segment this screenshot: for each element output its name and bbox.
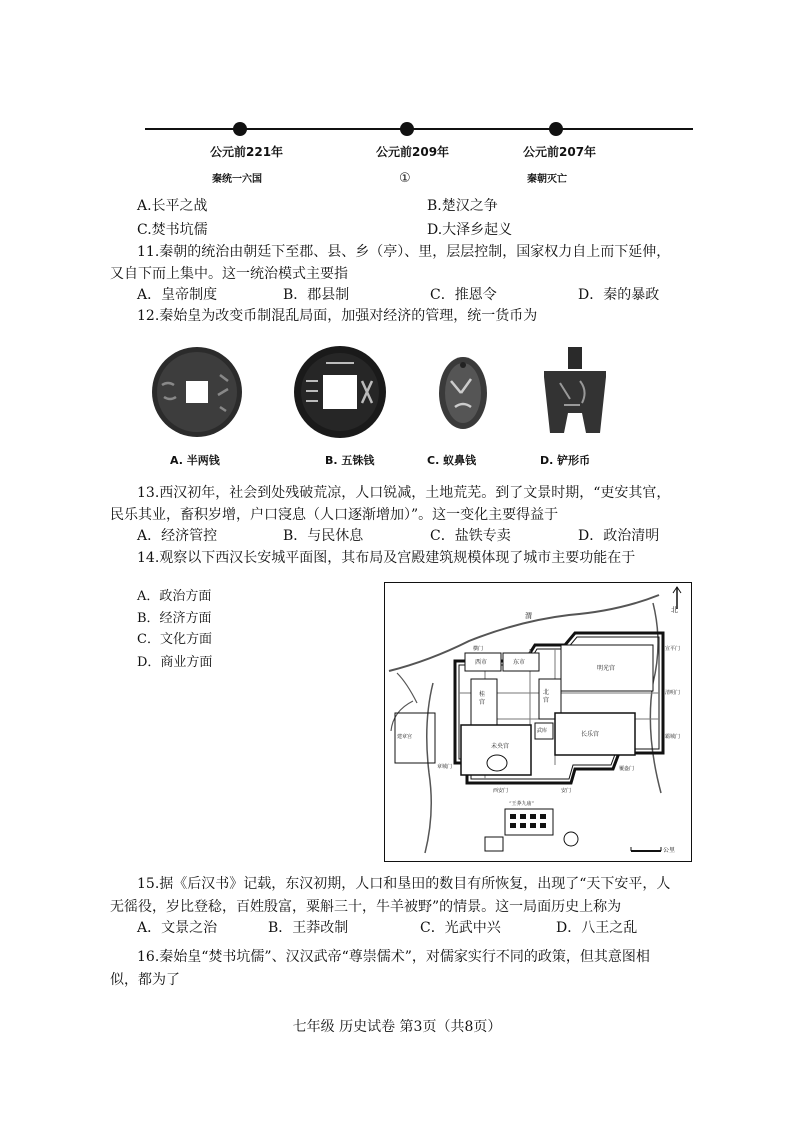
map-drawing xyxy=(385,583,691,861)
timeline-dot-1 xyxy=(233,122,247,136)
q15-stem-1: 15.据《后汉书》记载，东汉初期，人口和垦田的数目有所恢复，出现了“天下安平，人 xyxy=(137,876,671,892)
timeline-event-3: 秦朝灭亡 xyxy=(527,174,567,185)
q14-option-b: B．经济方面 xyxy=(137,611,212,626)
q14-stem: 14.观察以下西汉长安城平面图，其布局及宫殿建筑规模体现了城市主要功能在于 xyxy=(137,550,636,566)
map-jianzhang: 建章宫 xyxy=(397,734,413,740)
map-wangmang: “王莽九庙” xyxy=(509,801,535,807)
map-zhangcheng-gate: 章城门 xyxy=(437,764,453,770)
map-north-label: 北 xyxy=(671,606,678,614)
map-north-palace: 北宫 xyxy=(543,689,550,704)
map-bacheng-gate: 霸城门 xyxy=(665,734,681,740)
q10-option-b: B.楚汉之争 xyxy=(427,198,498,214)
spade-coin-image xyxy=(544,347,606,433)
coin-caption-c: C. 蚁鼻钱 xyxy=(427,454,477,467)
coin-caption-d: D. 铲形币 xyxy=(540,454,591,467)
q16-stem-2: 似，都为了 xyxy=(110,972,180,988)
map-qingming-gate: 清明门 xyxy=(665,690,681,696)
q11-stem-2: 又自下而上集中。这一统治模式主要指 xyxy=(110,266,348,282)
q13-option-b: B．与民休息 xyxy=(283,528,364,544)
q10-option-a: A.长平之战 xyxy=(137,198,208,214)
wu-zhu-coin-image xyxy=(294,346,386,438)
q14-option-c: C．文化方面 xyxy=(137,632,212,647)
timeline-axis xyxy=(145,128,693,130)
map-xi-an-gate: 西安门 xyxy=(493,788,509,794)
q15-option-c: C．光武中兴 xyxy=(420,920,501,936)
yi-bi-coin-image xyxy=(439,357,487,429)
map-heng-gate: 横门 xyxy=(473,646,484,652)
q12-stem: 12.秦始皇为改变币制混乱局面，加强对经济的管理，统一货币为 xyxy=(137,308,538,324)
timeline-dot-3 xyxy=(549,122,563,136)
map-river-label: 渭 xyxy=(525,612,532,620)
timeline-event-2: ① xyxy=(399,171,411,186)
map-weiyang: 未央宫 xyxy=(491,743,510,750)
timeline-dot-2 xyxy=(400,122,414,136)
ban-liang-coin-image xyxy=(152,347,242,437)
map-fu-ang-gate: 覆盎门 xyxy=(619,766,635,772)
map-changle: 长乐宫 xyxy=(581,731,600,738)
timeline-date-1: 公元前221年 xyxy=(210,145,284,159)
q13-stem-2: 民乐其业，畜积岁增，户口寖息（人口逐渐增加）”。这一变化主要得益于 xyxy=(110,507,559,523)
timeline-event-1: 秦统一六国 xyxy=(212,174,262,185)
q13-option-d: D．政治清明 xyxy=(578,528,660,544)
map-an-gate: 安门 xyxy=(561,788,572,794)
q11-option-b: B．郡县制 xyxy=(283,287,350,303)
q11-option-c: C．推恩令 xyxy=(430,287,497,303)
q15-option-b: B．王莽改制 xyxy=(268,920,349,936)
map-mingguang: 明光宫 xyxy=(597,665,616,672)
q11-option-a: A．皇帝制度 xyxy=(137,287,218,303)
q15-option-d: D．八王之乱 xyxy=(556,920,638,936)
map-west-market: 西市 xyxy=(475,659,488,666)
page-footer: 七年级 历史试卷 第3页（共8页） xyxy=(292,1019,502,1035)
q14-option-d: D．商业方面 xyxy=(137,655,213,670)
map-east-market: 东市 xyxy=(513,659,526,666)
q11-stem-1: 11.秦朝的统治由朝廷下至郡、县、乡（亭）、里，层层控制，国家权力自上而下延伸， xyxy=(137,244,671,260)
coin-images xyxy=(150,345,630,445)
timeline-date-3: 公元前207年 xyxy=(523,145,597,159)
q14-option-a: A．政治方面 xyxy=(137,589,212,604)
map-wuku: 武库 xyxy=(537,728,548,734)
q10-option-d: D.大泽乡起义 xyxy=(427,222,513,238)
map-xuanping-gate: 宣平门 xyxy=(665,646,681,652)
q15-stem-2: 无徭役，岁比登稔，百姓殷富，粟斛三十，牛羊被野”的情景。这一局面历史上称为 xyxy=(110,899,622,915)
map-gui-palace: 桂宫 xyxy=(479,691,486,706)
coin-caption-b: B. 五铢钱 xyxy=(325,454,375,467)
changan-city-map xyxy=(384,582,692,862)
q13-option-c: C．盐铁专卖 xyxy=(430,528,511,544)
q13-stem-1: 13.西汉初年，社会到处残破荒凉，人口锐减，土地荒芜。到了文景时期，“吏安其官， xyxy=(137,485,671,501)
q13-option-a: A．经济管控 xyxy=(137,528,218,544)
coin-caption-a: A. 半两钱 xyxy=(170,454,220,467)
q11-option-d: D．秦的暴政 xyxy=(578,287,660,303)
q10-option-c: C.焚书坑儒 xyxy=(137,222,208,238)
timeline-date-2: 公元前209年 xyxy=(376,145,450,159)
q16-stem-1: 16.秦始皇“焚书坑儒”、汉汉武帝“尊崇儒术”，对儒家实行不同的政策，但其意图相 xyxy=(137,949,650,965)
q15-option-a: A．文景之治 xyxy=(137,920,218,936)
map-scale-label: 公里 xyxy=(663,847,676,854)
